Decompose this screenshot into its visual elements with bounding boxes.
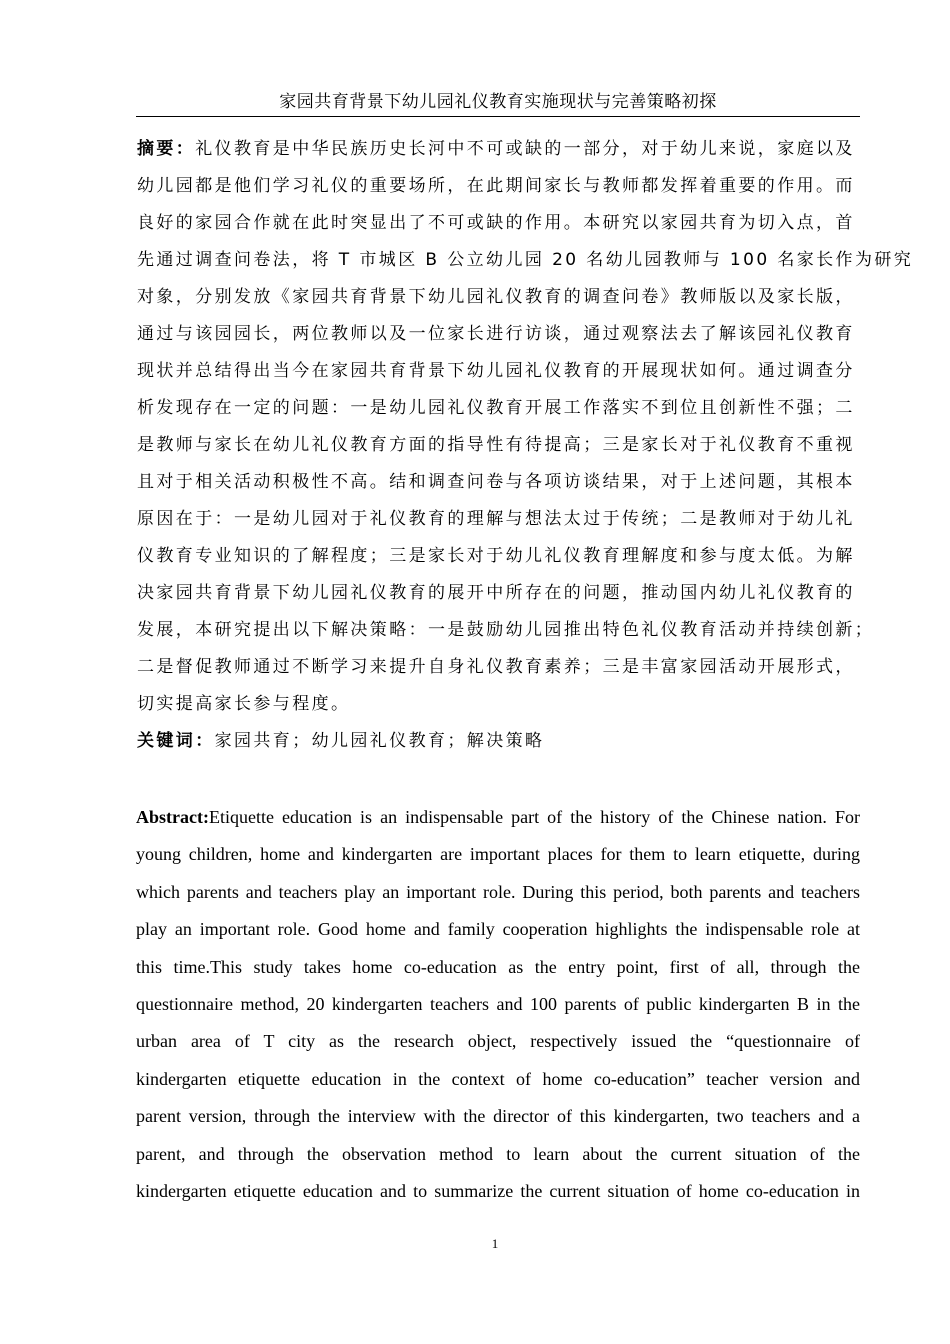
abstract-en-label: Abstract:: [136, 807, 209, 827]
abstract-line: 析发现存在一定的问题：一是幼儿园礼仪教育开展工作落实不到位且创新性不强；二: [137, 398, 855, 418]
abstract-en-line: urban area of T city as the research object, respectively issued the “questionnaire of: [136, 1031, 860, 1052]
running-header: 家园共育背景下幼儿园礼仪教育实施现状与完善策略初探: [279, 92, 717, 112]
abstract-en-line-text: Etiquette education is an indispensable part of the history of the Chinese nation. For: [208, 807, 860, 827]
abstract-line: 原因在于：一是幼儿园对于礼仪教育的理解与想法太过于传统；二是教师对于幼儿礼: [137, 509, 855, 529]
abstract-line: 良好的家园合作就在此时突显出了不可或缺的作用。本研究以家园共育为切入点，首: [137, 213, 855, 233]
chinese-abstract: [137, 131, 914, 760]
abstract-en-line: [136, 799, 860, 836]
abstract-line: 仪教育专业知识的了解程度；三是家长对于幼儿礼仪教育理解度和参与度太低。为解: [137, 546, 855, 566]
abstract-en-line: parent version, through the interview with the director of this kindergarten, two teachers and a: [136, 1106, 860, 1127]
abstract-line: 先通过调查问卷法，将 T 市城区 B 公立幼儿园 20 名幼儿园教师与 100 名家长作为研究: [137, 250, 914, 270]
abstract-label: 摘要：: [137, 139, 196, 159]
page-number: 1: [491, 1236, 499, 1251]
abstract-line-text: 礼仪教育是中华民族历史长河中不可或缺的一部分，对于幼儿来说，家庭以及: [195, 139, 855, 159]
abstract-line: 且对于相关活动积极性不高。结和调查问卷与各项访谈结果，对于上述问题，其根本: [137, 472, 855, 492]
abstract-line: 幼儿园都是他们学习礼仪的重要场所，在此期间家长与教师都发挥着重要的作用。而: [137, 176, 855, 196]
abstract-en-line: questionnaire method, 20 kindergarten teachers and 100 parents of public kindergarten B in the: [136, 993, 860, 1014]
abstract-line: [137, 131, 861, 168]
keywords-label: 关键词：: [137, 731, 215, 751]
abstract-en-line: parent, and through the observation method to learn about the current situation of the: [136, 1143, 860, 1164]
abstract-line: 切实提高家长参与程度。: [137, 694, 351, 714]
keywords-line: [137, 723, 861, 760]
english-abstract: [136, 799, 860, 1210]
abstract-line: 是教师与家长在幼儿礼仪教育方面的指导性有待提高；三是家长对于礼仪教育不重视: [137, 435, 855, 455]
abstract-en-line: young children, home and kindergarten are important places for them to learn etiquette, during: [136, 844, 860, 865]
abstract-en-line: play an important role. Good home and family cooperation highlights the indispensable role at: [136, 919, 860, 940]
abstract-line: 发展，本研究提出以下解决策略：一是鼓励幼儿园推出特色礼仪教育活动并持续创新；: [137, 620, 875, 640]
abstract-line: 现状并总结得出当今在家园共育背景下幼儿园礼仪教育的开展现状如何。通过调查分: [137, 361, 855, 381]
abstract-en-line: which parents and teachers play an important role. During this period, both parents and teachers: [136, 881, 860, 902]
abstract-line: 通过与该园园长，两位教师以及一位家长进行访谈，通过观察法去了解该园礼仪教育: [137, 324, 855, 344]
abstract-line: 决家园共育背景下幼儿园礼仪教育的展开中所存在的问题，推动国内幼儿礼仪教育的: [137, 583, 855, 603]
keywords-text: 家园共育；幼儿园礼仪教育；解决策略: [214, 731, 545, 751]
header-rule: [136, 116, 860, 117]
abstract-en-line: kindergarten etiquette education and to summarize the current situation of home co-education in: [136, 1180, 860, 1201]
abstract-line: 对象，分别发放《家园共育背景下幼儿园礼仪教育的调查问卷》教师版以及家长版，: [137, 287, 855, 307]
abstract-en-line: this time.This study takes home co-education as the entry point, first of all, through the: [136, 956, 860, 977]
abstract-en-line: kindergarten etiquette education in the context of home co-education” teacher version and: [136, 1068, 860, 1089]
abstract-line: 二是督促教师通过不断学习来提升自身礼仪教育素养；三是丰富家园活动开展形式，: [137, 657, 855, 677]
